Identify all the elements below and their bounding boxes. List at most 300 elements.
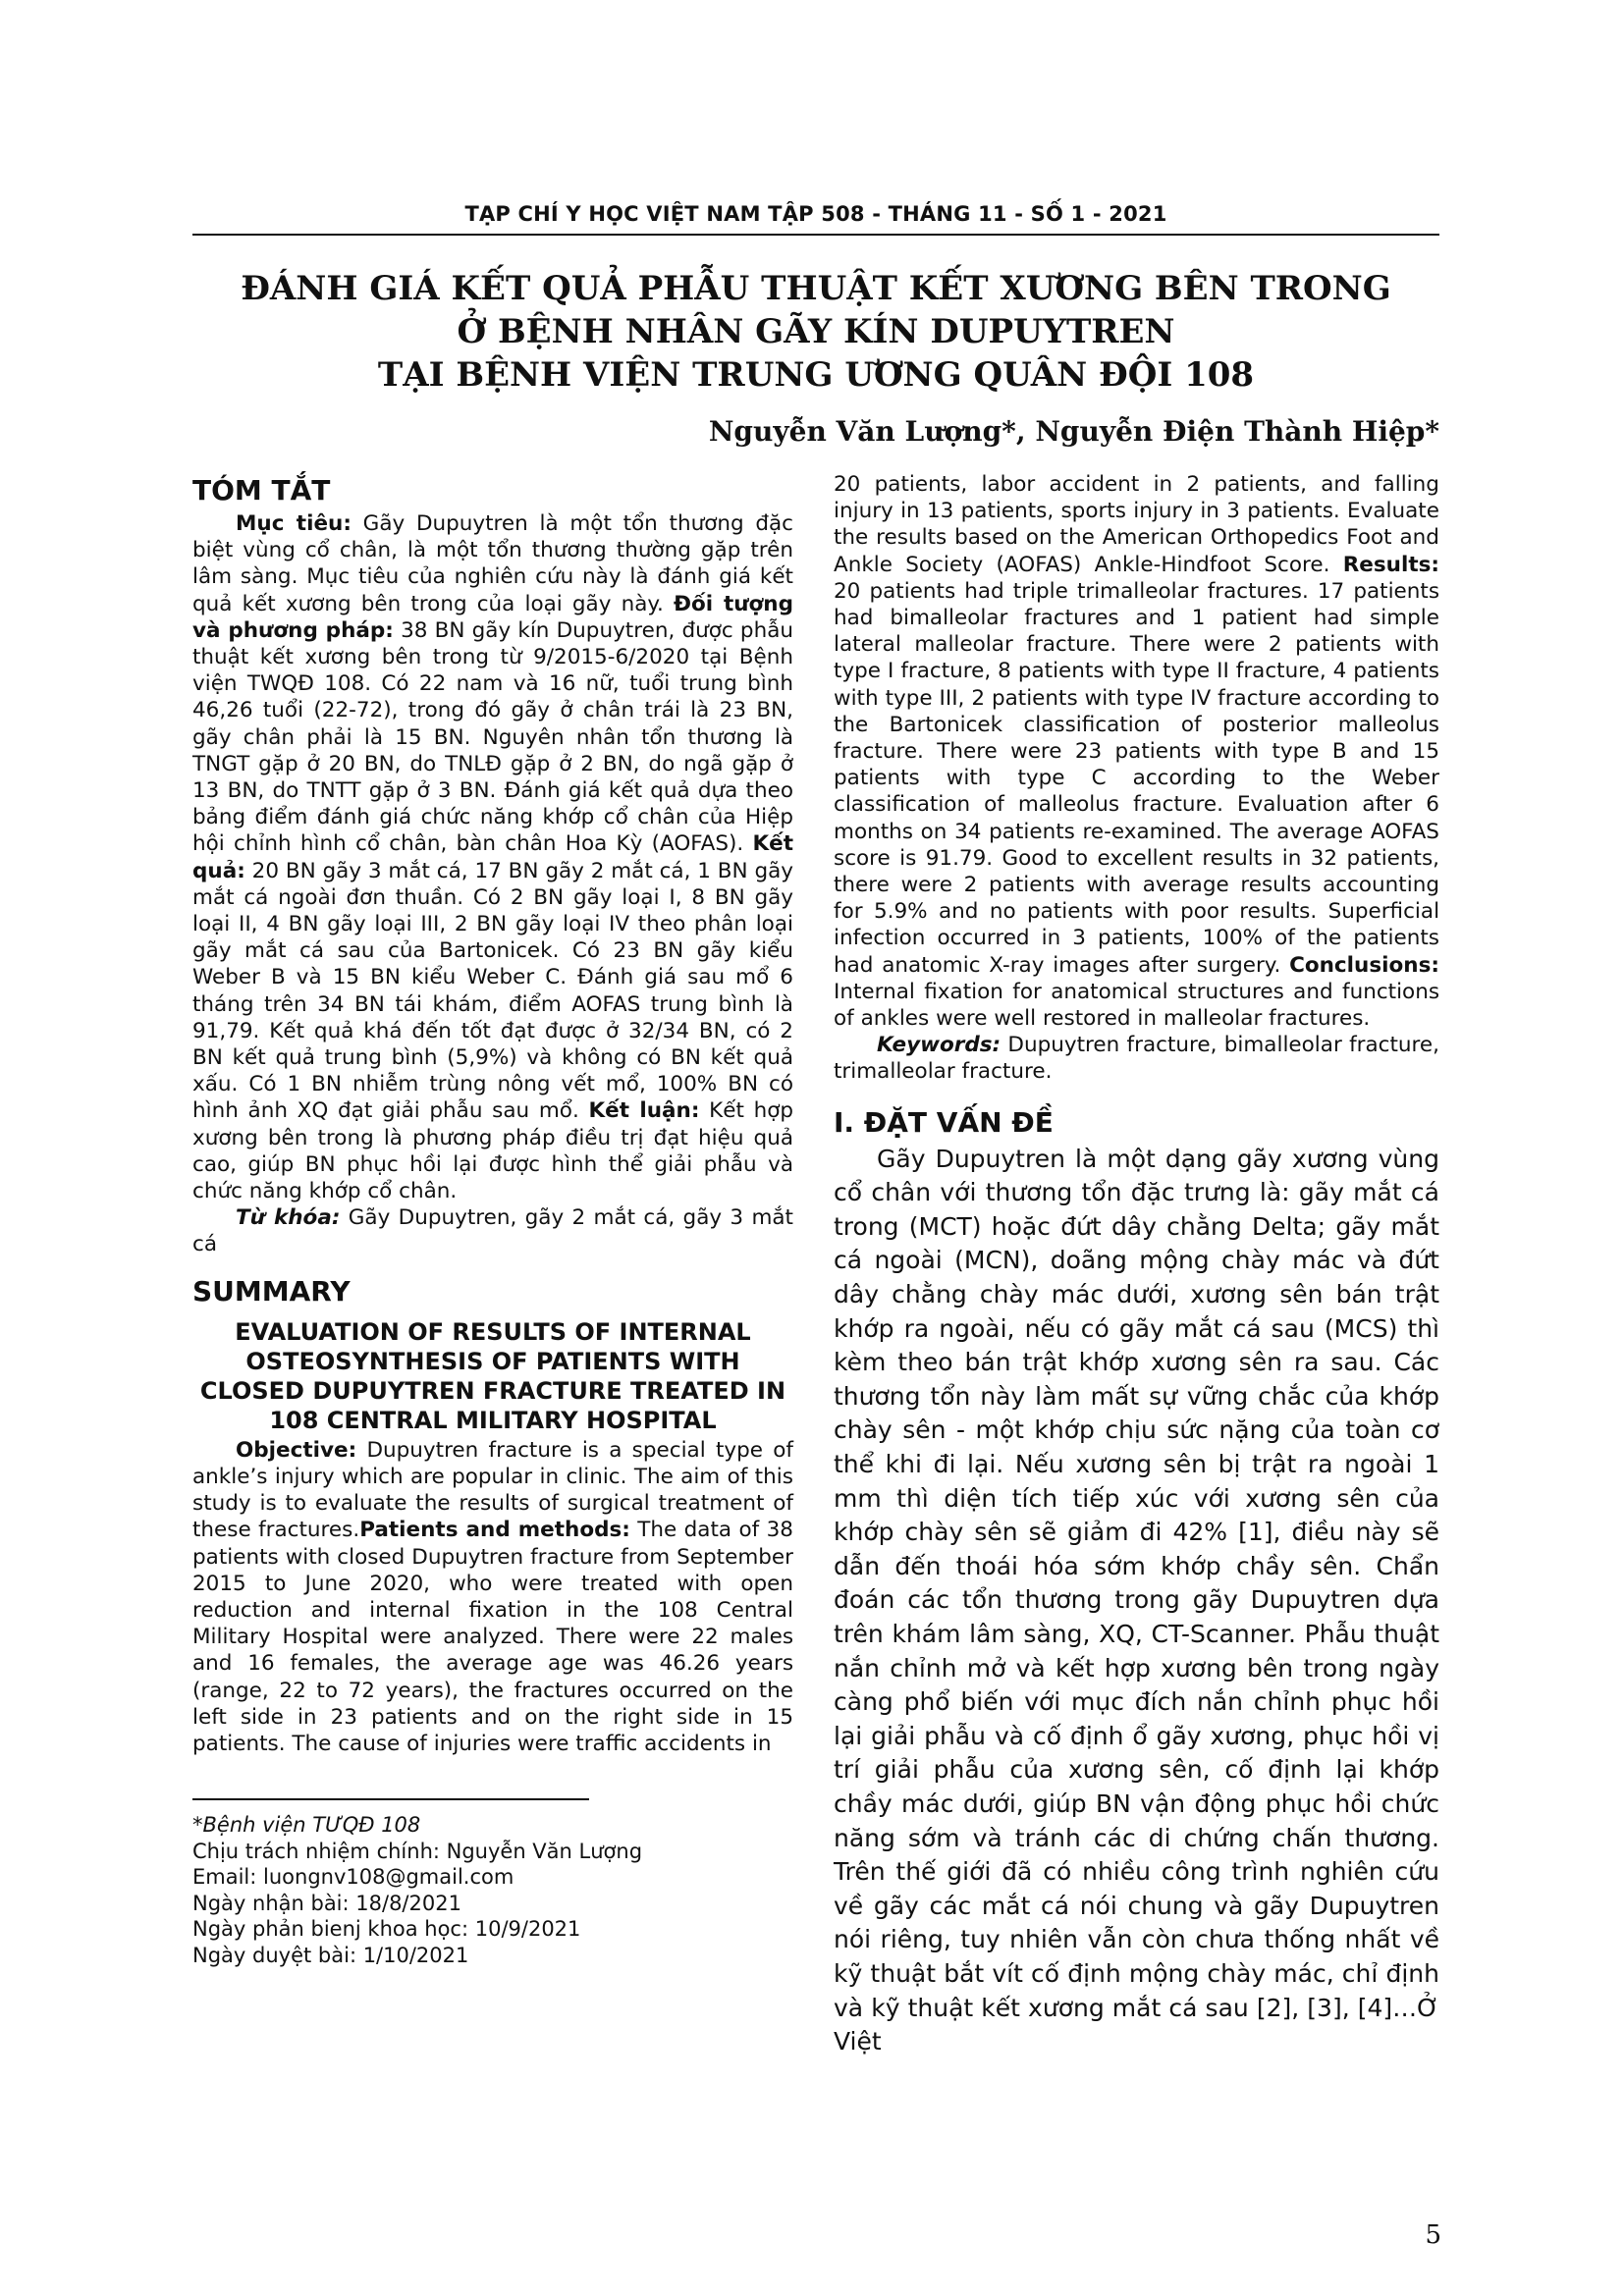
methods-text-en: with — [285, 1544, 331, 1570]
methods-text-en — [275, 1651, 291, 1676]
abstract-vi-heading: TÓM TẮT — [192, 474, 331, 507]
results-text-en: 91.79. — [925, 845, 994, 871]
results-text-en: patients — [1026, 899, 1113, 925]
methods-text-en: treated — [581, 1571, 659, 1596]
methods-text-en: in — [567, 1597, 586, 1623]
results-text-en: with — [1394, 632, 1439, 658]
results-text-en — [1105, 659, 1111, 683]
objective-text-en — [268, 1465, 275, 1489]
objective-text-en: this — [754, 1464, 793, 1489]
results-text-en: for — [834, 899, 863, 925]
methods-text-en — [431, 1651, 447, 1676]
results-text-en — [1086, 926, 1098, 950]
objective-text-en: aim — [680, 1464, 721, 1489]
objective-text-en: is — [581, 1437, 600, 1463]
conclusion-text-en: in — [1137, 1006, 1158, 1032]
results-text-en: patients — [1353, 926, 1439, 951]
footnote-accepted: Ngày duyệt bài: 1/10/2021 — [192, 1943, 469, 1967]
methods-text-en: in — [733, 1704, 753, 1730]
conclusion-text-en — [1157, 1006, 1164, 1031]
methods-text-en: fracture — [530, 1544, 615, 1570]
results-text-en — [1228, 899, 1239, 924]
results-text-en: AOFAS — [1370, 819, 1439, 844]
results-text-en: fracture. — [1133, 792, 1223, 818]
results-text-en: trimalleolar — [1076, 578, 1199, 604]
results-text-en — [947, 820, 954, 844]
methods-text-en: Hospital — [282, 1625, 369, 1650]
methods-text-en — [893, 499, 900, 523]
objective-text-en: clinic. — [566, 1464, 627, 1489]
methods-text-en: 2 — [1186, 472, 1201, 497]
methods-text-en: the — [1059, 525, 1095, 551]
results-text-en: patients — [1353, 578, 1440, 604]
results-text-en: had — [964, 578, 1004, 604]
results-text-en — [1030, 926, 1042, 950]
results-text-en — [920, 766, 947, 790]
results-text-en — [1065, 766, 1092, 790]
methods-text-en — [380, 1651, 396, 1676]
methods-text-en: 46.26 — [659, 1651, 721, 1677]
results-text-en: results. — [1239, 899, 1318, 925]
results-text-en: 100% — [1202, 926, 1264, 951]
results-text-en: infection — [834, 926, 926, 951]
results-text-en — [1280, 953, 1289, 978]
results-text-en: 23 — [1074, 739, 1103, 765]
methods-text-en: patients, — [960, 499, 1055, 524]
results-text-en: patients — [1017, 659, 1105, 684]
results-label-vi: Kết quả: — [192, 831, 793, 883]
results-text-en — [1317, 713, 1337, 737]
conclusion-text-en: were — [936, 1006, 988, 1032]
results-text-vi: 20 BN gãy 3 mắt cá, 17 BN gãy 2 mắt cá, 1 BN gãy mắt cá ngoài đơn thuần. Có 2 BN gãy loại I, 8 BN gãy loại II, 4 BN gãy loại III, 2 BN gãy loại IV theo phân loại gãy mắt cá sau của Bartonicek. Có 23 BN gãy kiểu Weber B và 15 BN kiểu Weber C. Đánh giá sau mổ 6 tháng trên 34 BN tái khám, điểm AOFAS trung bình là 91,79. Kết quả khá đến tốt đạt được ở 32/34 BN, có 2 BN kết quả trung bình (5,9%) và không có BN kết quả xấu. Có 1 BN nhiễm trùng nông vết mổ, 100% BN có hình ảnh XQ đạt giải phẫu sau mổ. — [192, 858, 793, 1124]
results-text-en — [978, 899, 989, 924]
methods-text-en — [532, 1651, 548, 1676]
results-text-en — [1412, 792, 1426, 817]
results-text-en — [863, 899, 874, 924]
methods-text-en: falling — [1374, 472, 1439, 497]
results-text-en: and — [1359, 739, 1400, 765]
results-text-en — [1011, 659, 1018, 683]
methods-text-en: with — [677, 1571, 723, 1596]
methods-text-en — [1361, 472, 1375, 497]
results-text-en: accounting — [1323, 873, 1439, 898]
methods-text-en — [563, 1572, 581, 1596]
conclusion-text-vi: Kết hợp xương bên trong là phương pháp điều trị đạt hiệu quả cao, giúp BN phục hồi lại được hình thể giải phẫu và chức năng khớp cổ chân. — [192, 1098, 794, 1204]
results-text-en: months — [834, 819, 913, 844]
methods-text-en: males — [730, 1625, 794, 1650]
methods-text-en — [284, 1705, 298, 1730]
methods-text-en: 22 — [691, 1625, 719, 1650]
results-text-en — [1326, 659, 1333, 683]
results-text-en: patients, — [1346, 845, 1439, 871]
methods-text-en: patients. — [1247, 499, 1340, 524]
results-text-en — [1190, 632, 1204, 657]
results-text-en — [1205, 606, 1221, 630]
objective-text-en: results — [459, 1491, 530, 1517]
results-text-en: type — [1272, 739, 1320, 765]
results-text-en — [1116, 632, 1130, 657]
objective-text-en — [706, 1438, 716, 1463]
methods-text-en — [338, 1679, 349, 1703]
results-text-en: 5.9% — [873, 899, 928, 925]
objective-text-en — [251, 1518, 258, 1542]
methods-label-en: and — [465, 1518, 511, 1543]
footnote-received: Ngày nhận bài: 18/8/2021 — [192, 1891, 461, 1915]
methods-text-en — [587, 1651, 603, 1676]
results-text-en — [998, 739, 1010, 764]
results-text-en — [879, 686, 886, 711]
objective-text-en — [356, 1438, 366, 1463]
results-text-en — [1229, 873, 1241, 897]
results-text-en: fractures — [1024, 606, 1119, 631]
results-text-en: in — [1281, 845, 1302, 871]
results-text-en: patients — [991, 685, 1078, 711]
results-text-en: B — [1331, 739, 1347, 765]
methods-text-en: sports — [1060, 499, 1126, 524]
methods-text-en — [947, 525, 954, 550]
methods-text-en — [271, 1625, 283, 1649]
objective-text-en: The — [633, 1464, 674, 1489]
keywords-vi — [192, 1204, 793, 1257]
methods-text-en: Ankle — [834, 552, 893, 577]
results-text-en — [1399, 739, 1412, 764]
methods-text-en — [1200, 472, 1214, 497]
objective-text-en: fracture — [488, 1437, 572, 1463]
methods-text-en — [712, 1679, 723, 1703]
results-text-en: with — [1124, 899, 1169, 925]
methods-text-en — [232, 1651, 247, 1676]
methods-text-en — [551, 1705, 565, 1730]
objective-text-en: Dupuytren — [366, 1437, 479, 1463]
conclusion-text-en: structures — [1177, 979, 1284, 1004]
results-text-en — [913, 820, 921, 844]
results-text-en: with — [1084, 685, 1130, 711]
methods-text-en: the — [758, 1678, 793, 1703]
methods-text-en: Military — [192, 1625, 271, 1650]
methods-text-en: side — [676, 1704, 720, 1730]
methods-text-en: the — [834, 525, 869, 551]
results-text-en: were — [1203, 632, 1256, 658]
results-text-en: There — [937, 739, 998, 765]
methods-text-en — [451, 1598, 469, 1623]
results-text-en: the — [1306, 926, 1342, 951]
introduction-heading: I. ĐẶT VẤN ĐỀ — [834, 1105, 1054, 1139]
methods-text-en — [967, 472, 981, 497]
methods-text-en: of — [406, 1731, 427, 1756]
results-text-en — [1004, 792, 1018, 817]
title-line-1: ĐÁNH GIÁ KẾT QUẢ PHẪU THUẬT KẾT XƯƠNG BÊN TRONG — [241, 269, 1391, 308]
keywords-en — [834, 1032, 1439, 1085]
results-text-en: of — [1274, 926, 1295, 951]
results-text-en — [1295, 926, 1307, 950]
results-text-en: Superficial — [1327, 899, 1440, 925]
results-text-en: fracture, — [1235, 659, 1326, 684]
results-text-en — [1263, 926, 1274, 950]
results-text-en: average — [1276, 819, 1364, 844]
results-text-en: fracture. — [1026, 632, 1117, 658]
methods-text-en: closed — [337, 1544, 406, 1570]
results-label-en: Results: — [1342, 552, 1439, 577]
methods-text-en — [1307, 472, 1321, 497]
abstract-en-paragraph-continued — [834, 471, 1439, 1032]
results-text-en: Bartonicek — [889, 712, 1003, 737]
objective-text-en — [335, 1465, 342, 1489]
title-line-3: TẠI BỆNH VIỆN TRUNG ƯƠNG QUÂN ĐỘI 108 — [377, 355, 1255, 395]
methods-text-en: June — [304, 1571, 352, 1596]
results-text-en: to — [1418, 685, 1439, 711]
results-text-en: and — [1135, 606, 1175, 631]
objective-text-vi: Gãy Dupuytren là một tổn thương đặc biệt vùng cổ chân, là một tổn thương thường gặp trên lâm sàng. Mục tiêu của nghiên cứu này là đánh giá kết quả kết xương bên trong của loại gãy này. — [192, 511, 793, 616]
results-text-en: 2 — [1268, 632, 1282, 658]
header-rule — [192, 234, 1439, 236]
results-text-en — [891, 846, 899, 871]
results-text-en: to — [1066, 845, 1089, 871]
results-text-en: The — [1229, 819, 1270, 844]
methods-text-en: Dupuytren — [411, 1544, 524, 1570]
conclusion-text-en: ankles — [860, 1006, 930, 1032]
methods-text-en: 3 — [1226, 499, 1240, 524]
methods-text-en — [893, 553, 905, 577]
methods-text-en — [1035, 472, 1049, 497]
results-text-en: 2 — [963, 873, 978, 898]
results-text-en: 17 — [1317, 578, 1345, 604]
results-text-en: 20 — [834, 578, 861, 604]
results-text-en — [952, 873, 964, 897]
results-text-en: malleolus — [1017, 792, 1120, 818]
results-text-en: 34 — [954, 819, 982, 844]
results-text-en: were — [900, 873, 952, 898]
article-title — [192, 267, 1439, 397]
results-text-en: fracture. — [834, 739, 924, 765]
results-text-en — [1199, 579, 1208, 604]
results-text-en — [1223, 792, 1237, 817]
objective-text-en: which — [341, 1464, 404, 1489]
methods-text-en: to — [264, 1571, 287, 1596]
methods-text-en: and — [470, 1704, 512, 1730]
methods-text-en — [279, 1545, 286, 1570]
objective-text-en — [622, 1438, 631, 1463]
methods-text-en — [427, 1732, 434, 1756]
methods-text-en — [1172, 472, 1186, 497]
objective-text-en: of — [727, 1464, 748, 1489]
objective-label-vi: Mục tiêu: — [236, 511, 352, 536]
methods-text-en: average — [446, 1651, 533, 1677]
conclusion-text-en: functions — [1342, 979, 1440, 1004]
methods-text-en: results — [876, 525, 947, 551]
methods-text-en — [617, 1625, 628, 1649]
results-text-en — [1344, 579, 1353, 604]
methods-text-en: were — [628, 1625, 680, 1650]
methods-text-en: 2015 — [192, 1571, 246, 1596]
conclusion-text-en — [1333, 980, 1342, 1004]
results-text-en — [1301, 846, 1310, 871]
results-text-en — [1068, 579, 1077, 604]
methods-text-en — [868, 525, 876, 550]
keywords-text-en: Dupuytren fracture, bimalleolar fracture, trimalleolar fracture. — [834, 1033, 1439, 1085]
objective-text-en — [306, 1491, 315, 1516]
results-text-en: surgery. — [1196, 952, 1281, 978]
methods-text-en: was — [602, 1651, 644, 1677]
results-text-en — [1201, 739, 1214, 764]
methods-text-en: internal — [369, 1597, 451, 1623]
results-text-en: with — [834, 685, 879, 711]
results-text-en: 6 — [1426, 792, 1439, 818]
results-text-en: patient — [1221, 606, 1297, 631]
methods-text-en — [719, 1625, 731, 1649]
conclusion-text-en: restored — [1042, 1006, 1131, 1032]
methods-text-en — [492, 1572, 511, 1596]
results-text-en — [1016, 899, 1027, 924]
results-text-en — [1381, 632, 1395, 657]
results-text-en: fracture, — [900, 659, 992, 684]
methods-text-en: and — [1321, 472, 1361, 497]
results-text-en — [981, 820, 989, 844]
methods-text-en: age — [548, 1651, 588, 1677]
results-text-en — [1309, 579, 1318, 604]
methods-text-en — [599, 1705, 613, 1730]
results-text-en — [1191, 926, 1203, 950]
methods-text-en — [286, 1572, 304, 1596]
methods-text-en: in — [900, 499, 920, 524]
methods-text-en — [293, 1598, 311, 1623]
objective-text-en: these — [192, 1518, 251, 1543]
objective-text-en: of — [773, 1437, 793, 1463]
results-text-en: anatomic — [882, 952, 981, 978]
results-text-en: fractures. — [1207, 578, 1309, 604]
results-text-en: with — [946, 766, 992, 791]
results-text-en: X-ray — [989, 952, 1045, 978]
objective-text-en: fractures. — [258, 1518, 360, 1543]
objective-text-en: of — [773, 1491, 793, 1517]
methods-text-en — [511, 1732, 517, 1756]
methods-text-en — [431, 1625, 443, 1649]
methods-text-en — [722, 1572, 740, 1596]
methods-text-en: The — [292, 1731, 332, 1756]
objective-text-en: treatment — [658, 1491, 765, 1517]
methods-text-en: accident — [1049, 472, 1140, 497]
results-text-en: on — [920, 819, 947, 844]
results-text-en — [1317, 899, 1327, 924]
results-text-en: II — [1217, 659, 1229, 684]
conclusion-text-en: Internal — [834, 979, 915, 1004]
methods-text-en: in — [297, 1704, 317, 1730]
keywords-label-en: Keywords: — [877, 1033, 1001, 1058]
objective-text-en — [404, 1465, 410, 1489]
summary-heading: SUMMARY — [192, 1274, 351, 1308]
methods-text-en — [545, 1625, 557, 1649]
footnote-rule — [192, 1798, 589, 1800]
results-text-en: the — [834, 712, 869, 737]
methods-text-en: on — [1025, 525, 1053, 551]
objective-text-en: popular — [452, 1464, 533, 1489]
results-text-en — [981, 953, 990, 978]
results-text-en — [991, 766, 1017, 790]
results-text-en — [1284, 766, 1311, 790]
methods-text-en: patients, — [1214, 472, 1307, 497]
methods-text-en: Ankle-Hindfoot — [1094, 552, 1252, 577]
results-text-en: excellent — [1097, 845, 1193, 871]
objective-text-en — [650, 1491, 659, 1516]
results-text-en: of — [1180, 712, 1202, 737]
methods-text-en — [753, 1705, 767, 1730]
methods-text-en: data — [683, 1518, 732, 1543]
results-text-en — [924, 739, 937, 764]
objective-text-en — [599, 1438, 609, 1463]
results-text-en — [1060, 926, 1072, 950]
results-text-en: the — [1310, 766, 1345, 791]
methods-text-en — [680, 1625, 692, 1649]
methods-text-en — [1203, 525, 1211, 550]
methods-text-en — [351, 1572, 369, 1596]
footnote-responsible: Chịu trách nhiệm chính: Nguyễn Văn Lượng — [192, 1839, 643, 1863]
results-text-en: 2 — [971, 685, 986, 711]
results-text-en — [1004, 579, 1013, 604]
results-text-en: patients — [989, 819, 1075, 844]
footnote-affiliation: *Bệnh viện TƯQĐ 108 — [192, 1813, 421, 1837]
methods-text-en — [459, 1679, 469, 1703]
results-text-en — [1272, 846, 1281, 871]
results-text-en — [1229, 659, 1236, 683]
results-text-en — [1169, 899, 1180, 924]
methods-text-en: open — [740, 1571, 794, 1596]
results-text-en: according — [1308, 685, 1412, 711]
footnote-reviewed: Ngày phản bienj khoa học: 10/9/2021 — [192, 1917, 581, 1941]
results-text-en: classification — [1023, 712, 1161, 737]
methods-text-en: the — [396, 1651, 431, 1677]
results-text-en: had — [834, 952, 874, 978]
results-text-en — [1102, 739, 1114, 764]
methods-label-en — [459, 1518, 466, 1542]
methods-text-en: fractures — [514, 1678, 609, 1703]
methods-text-en — [748, 1679, 759, 1703]
results-text-en — [1075, 873, 1087, 897]
methods-text-en — [720, 1651, 735, 1676]
results-text-en — [1078, 686, 1085, 711]
conclusion-text-en: anatomical — [1051, 979, 1168, 1004]
methods-text-en: September — [677, 1544, 793, 1570]
methods-text-en — [375, 1679, 386, 1703]
results-text-en — [1222, 820, 1230, 844]
conclusion-text-en — [1036, 1006, 1043, 1031]
results-text-en: III, — [939, 685, 965, 711]
methods-text-en: of — [738, 1518, 760, 1543]
results-text-en: re-examined. — [1082, 819, 1222, 844]
results-text-en: classification — [834, 792, 971, 818]
results-text-en: results — [1202, 845, 1273, 871]
results-text-en: with — [1214, 739, 1260, 765]
methods-text-en: patients, — [874, 472, 968, 497]
results-text-en: 15 — [1412, 739, 1439, 765]
results-text-en — [1236, 766, 1263, 790]
results-text-en: were — [1010, 739, 1062, 765]
methods-text-en: There — [556, 1625, 618, 1650]
methods-text-en — [1139, 472, 1153, 497]
methods-text-en: the — [604, 1597, 639, 1623]
objective-text-en: study — [192, 1491, 251, 1517]
objective-text-en: in — [539, 1464, 560, 1489]
objective-text-en: special — [631, 1437, 706, 1463]
conclusion-text-en — [1284, 980, 1293, 1004]
journal-header: TẠP CHÍ Y HỌC VIỆT NAM TẬP 508 - THÁNG 11 - SỐ 1 - 2021 — [464, 202, 1167, 226]
conclusion-text-en: for — [1012, 979, 1042, 1004]
results-text-en: after — [1138, 952, 1189, 978]
methods-text-en: 2020, — [369, 1571, 430, 1596]
methods-text-en — [227, 1705, 241, 1730]
methods-text-en: injury — [1133, 499, 1194, 524]
methods-text-en: females, — [290, 1651, 381, 1677]
objective-text-en: are — [409, 1464, 445, 1489]
objective-label-en: Objective: — [236, 1437, 357, 1463]
